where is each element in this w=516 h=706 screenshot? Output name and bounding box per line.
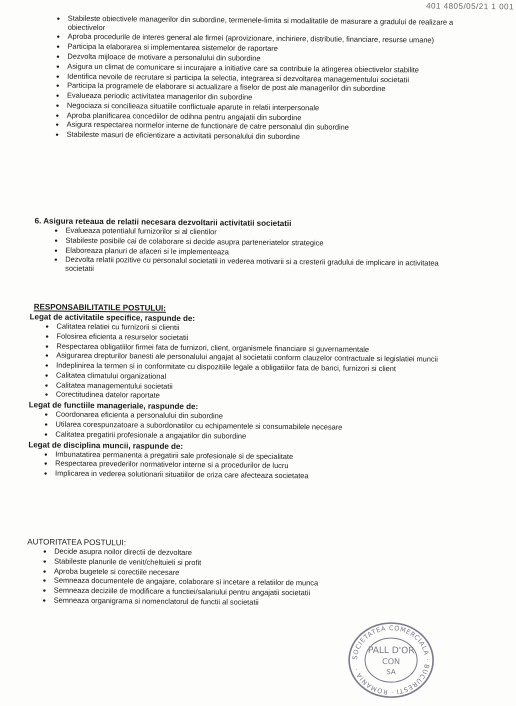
- list-item: • Coordonarea eficienta a personalului din subordine: [0, 410, 506, 424]
- list-item: • Stabileste masuri de eficientizare a activitatii personalului din subordine: [0, 130, 509, 144]
- list-item: • Aproba planificarea concediilor de odihna pentru angajatii din subordine: [0, 111, 509, 125]
- stamp-line2: CON: [382, 657, 401, 667]
- managerial-title: Legat de functiile manageriale, raspunde de:: [28, 400, 199, 412]
- list-item: • Imbunatatirea permanenta a pregatirii sale profesionale si de specialitate: [0, 450, 505, 464]
- list-item: • Utilarea corespunzatoare a subordonatilor cu echipamentele si consumabilele necesare: [0, 420, 506, 434]
- list-item: • Stabileste obiectivele managerilor din subordine, termenele-limita si modalitatile de masurare a gradului de realizare a obiectivelor: [0, 14, 510, 37]
- list-item: • Elaboreaza planuri de afaceri si le implementeaza: [0, 246, 507, 260]
- responsibilities-title: RESPONSABILITATILE POSTULUI:: [33, 302, 166, 313]
- company-stamp: [343, 620, 440, 701]
- list-item: • Decide asupra noilor directii de dezvoltare: [0, 547, 504, 561]
- list-item: • Identifica nevoile de recrutare si participa la selectia, integrarea si dezvoltarea managementului societatii: [0, 71, 509, 85]
- list-item: • Evalueaza potentialul furnizorilor si al clientilor: [0, 226, 508, 240]
- list-item: • Aproba bugetele si corectiile necesare: [0, 567, 504, 581]
- list-item: • Calitatea pregatirii profesionale a angajatilor din subordine: [0, 430, 505, 444]
- list-item: • Aproba procedurile de interes general ale firmei (aprovizionare, inchiriere, distributie, financiare, resurse umane): [0, 32, 510, 46]
- list-item: • Respectarea obligatiilor firmei fata de furnizori, client, organismele financiare si guvernamentale: [0, 342, 506, 356]
- list-item: • Asigurarea drepturilor banesti ale personalului angajat al societatii conform clauzelor contractuale si legislatiei muncii: [0, 351, 506, 365]
- list-item: • Asigura respectarea normelor interne de functionare de catre personalul din subordine: [0, 120, 509, 134]
- list-item: • Asigura un climat de comunicare si incurajare a initiative care sa contribuie la atingerea obiectivelor stabilite: [0, 62, 509, 76]
- list-item: • Negociaza si concilieaza situatiile conflictuale aparute in relatii interpersonale: [0, 101, 509, 115]
- list-item: • Stabileste planurile de venit/cheltuieli si profit: [0, 557, 504, 571]
- list-item: • Dezvolta mijloace de motivare a personalului din subordine: [0, 52, 509, 66]
- section-6-list: [0, 226, 508, 278]
- managerial-list: [0, 410, 506, 443]
- list-item: • Calitatea relatiei cu furnizorii si clientii: [0, 322, 507, 336]
- list-item: • Participa la programele de elaborare si actualizare a fiselor de post ale managerilor din subordine: [0, 81, 509, 95]
- section-6: [0, 215, 508, 279]
- specific-title: Legat de activitatile specifice, raspunde de:: [29, 312, 196, 324]
- list-item: • Semneaza deciziile de modificare a functiei/salariului pentru angajatii societatii: [0, 586, 504, 600]
- list-item: • Semneaza organigrama si nomenclatorul de functii al societatii: [0, 596, 504, 610]
- discipline-title: Legat de disciplina muncii, raspunde de:: [28, 439, 184, 451]
- list-item: • Implicarea in vederea solutionarii situatiilor de criza care afecteaza societatea: [0, 469, 505, 483]
- list-item: • Dezvolta relatii pozitive cu personalul societatii in vederea motivarii si a cresterii gradului de implicare in activitatea societatii: [0, 255, 507, 278]
- authority-list: [0, 547, 504, 610]
- stamp-line1: PALL D'OR: [367, 645, 415, 657]
- list-item: • Participa la elaborarea si implementarea sistemelor de raportare: [0, 42, 510, 56]
- list-item: • Semneaza documentele de angajare, colaborare si incetare a relatiilor de munca: [0, 576, 504, 590]
- list-item: • Evalueaza periodic activitatea managerilor din subordine: [0, 91, 509, 105]
- authority-section: [0, 537, 504, 611]
- authority-title: AUTORITATEA POSTULUI:: [27, 537, 127, 548]
- list-item: • Folosirea eficienta a resurselor societatii: [0, 332, 506, 346]
- responsibilities-section: [0, 302, 507, 484]
- stamp-ring-text: SOCIETATEA COMERCIALA · BUCURESTI · ROMANIA ·: [351, 624, 432, 697]
- list-item: • Calitatea climatului organizational: [0, 371, 506, 385]
- header-corner-text: 401 4805/05/21 1 001: [426, 1, 515, 12]
- discipline-list: [0, 450, 505, 483]
- objectives-list: [0, 14, 510, 145]
- list-item: • Calitatea managementului societatii: [0, 381, 506, 395]
- stamp-icon: [343, 620, 440, 701]
- section-6-title: 6. Asigura reteaua de relatii necesara dezvoltarii activitatii societatii: [34, 216, 292, 229]
- stamp-line3: SA: [386, 668, 396, 677]
- list-item: • Stabileste posibile cai de colaborare si decide asupra parteneriatelor strategice: [0, 236, 508, 250]
- list-item: • Indeplinirea la termen si in conformitate cu dispozitiile legale a obligatiilor fata de banci, furnizori si client: [0, 361, 506, 375]
- list-item: • Corectitudinea datelor raportate: [0, 390, 506, 404]
- specific-list: [0, 322, 507, 404]
- list-item: • Respectarea prevederilor normativelor interne si a procedurilor de lucru: [0, 459, 505, 473]
